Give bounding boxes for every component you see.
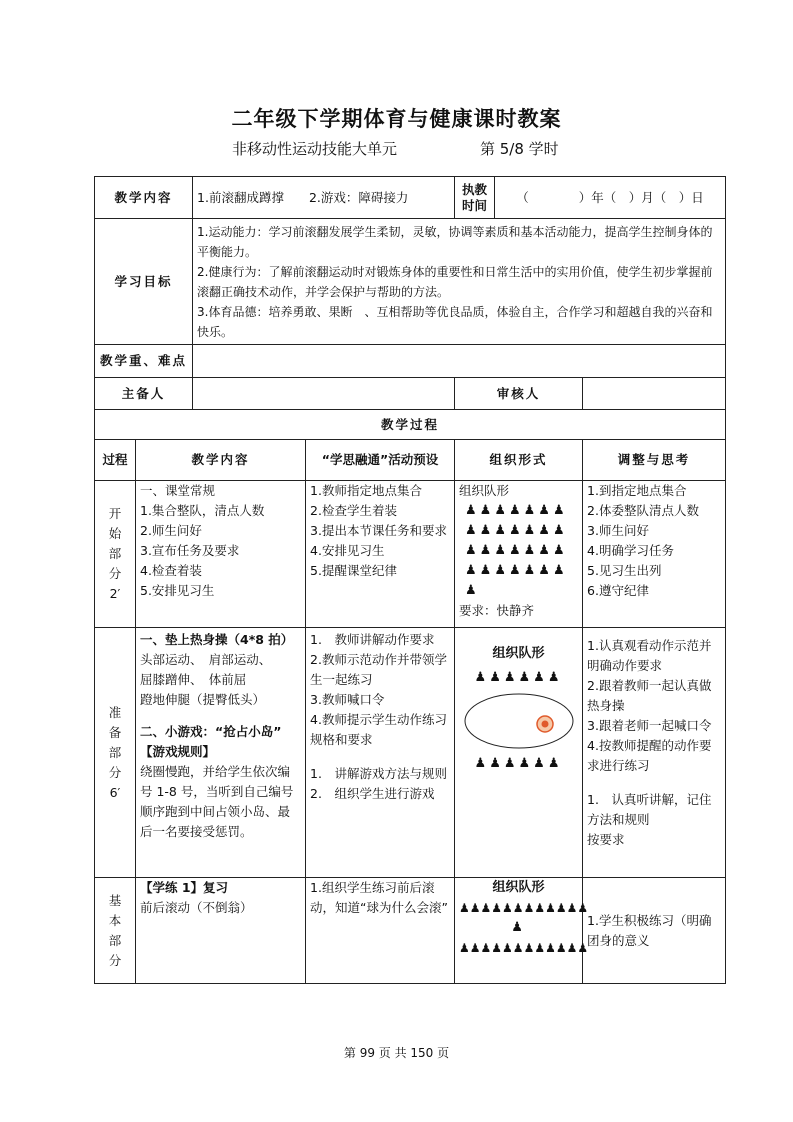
preparer-label: 主备人 [95,378,193,410]
col-header-stage: 过程 [95,440,136,481]
formation-title: 组织队形 [492,646,545,661]
student-row: ♟♟♟♟♟♟♟♟♟♟♟♟ [459,941,589,955]
page-title: 二年级下学期体育与健康课时教案 [231,107,562,131]
formation-title: 组织队形 [492,880,545,895]
page-footer: 第 99 页 共 150 页 [343,1046,450,1060]
teacher-mark: ♟ [465,583,480,598]
col-header-reflection: 调整与思考 [583,440,726,481]
basic-activity: 1.组织学生练习前后滚动，知道“球为什么会滚” [306,878,455,984]
process-title: 教学过程 [95,410,726,440]
col-header-organization: 组织形式 [455,440,583,481]
goal-item: 2.健康行为：了解前滚翻运动时对锻炼身体的重要性和日常生活中的实用价值，使学生初步掌握前滚翻正确技术动作，并学会保护与帮助的方法。 [197,264,713,299]
student-row: ♟♟♟♟♟♟♟ [465,543,568,558]
key-points-value [193,345,726,378]
running-circle [465,694,573,748]
unit-name: 非移动性运动技能大单元 [232,140,398,158]
formation-title: 组织队形 [459,483,510,498]
goal-list [193,219,726,345]
key-points-label: 教学重、难点 [95,345,193,378]
date-label: 执教时间 [455,177,495,219]
basic-organization [455,878,589,984]
lesson-plan-table [94,176,726,984]
period-label: 第 5/8 学时 [480,140,559,158]
stage-basic: 基 本 部 分 [95,878,136,984]
prep-reflection: 1.认真观看动作示范并明确动作要求 2.跟着教师一起认真做热身操 3.跟着老师一起喊口令 4.按教师提醒的动作要求进行练习 1. 认真听讲解，记住方法和规则 按要求 [583,628,726,878]
stage-start: 开 始 部 分 2′ [95,481,136,628]
teacher-mark: ♟ [511,920,526,935]
start-content: 一、课堂常规 1.集合整队，清点人数 2.师生问好 3.宣布任务及要求 4.检查着装 5.安排见习生 [136,481,306,628]
island-circle-diagram [463,692,575,750]
goal-item: 1.运动能力：学习前滚翻发展学生柔韧，灵敏，协调等素质和基本活动能力，提高学生控制身体的平衡能力。 [197,224,713,259]
date-value: （ ）年（ ）月（ ）日 [495,177,726,219]
basic-content: 【学练 1】复习 前后滚动（不倒翁） [136,878,306,984]
formation-requirement: 要求：快静齐 [459,603,535,618]
goal-item: 3.体育品德：培养勇敢、果断 、互相帮助等优良品质，体验自主，合作学习和超越自我的兴奋和快乐。 [197,304,713,339]
student-row: ♟♟♟♟♟♟♟ [465,523,568,538]
formation-diagram [459,501,578,601]
start-reflection: 1.到指定地点集合 2.体委整队清点人数 3.师生问好 4.明确学习任务 5.见习生出列 6.遵守纪律 [583,481,726,628]
start-organization [455,481,583,628]
start-activity: 1.教师指定地点集合 2.检查学生着装 3.提出本节课任务和要求 4.安排见习生 5.提醒课堂纪律 [306,481,455,628]
student-row: ♟♟♟♟♟♟ [474,670,563,685]
student-row: ♟♟♟♟♟♟♟♟♟♟♟♟ [459,901,589,915]
student-row: ♟♟♟♟♟♟♟ [465,503,568,518]
prep-activity: 1. 教师讲解动作要求 2.教师示范动作并带领学生一起练习 3.教师喊口令 4.教师提示学生动作练习规格和要求 1. 讲解游戏方法与规则 2. 组织学生进行游戏 [306,628,455,878]
prep-organization [455,628,583,878]
reviewer-label: 审核人 [455,378,583,410]
col-header-content: 教学内容 [136,440,306,481]
content-value: 1.前滚翻成蹲撑 2.游戏：障碍接力 [193,177,455,219]
content-label: 教学内容 [95,177,193,219]
student-row: ♟♟♟♟♟♟♟ [465,563,568,578]
stage-prep: 准 备 部 分 6′ [95,628,136,878]
col-header-activity: “学思融通”活动预设 [306,440,455,481]
student-row: ♟♟♟♟♟♟ [474,756,563,771]
reviewer-value [583,378,726,410]
goal-label: 学习目标 [95,219,193,345]
prep-content: 一、垫上热身操（4*8 拍） 头部运动、 肩部运动、 屈膝蹭伸、 体前屈 蹬地伸腿（提臀低头） 二、小游戏：“抢占小岛” 【游戏规则】 绕圈慢跑，并给学生依次编号 1-8 号，当听到自己编号顺序跑到中间占领小岛、最后一名要接受惩罚。 [136,628,306,878]
preparer-value [193,378,455,410]
basic-reflection: 1.学生积极练习（明确团身的意义 [583,878,726,984]
